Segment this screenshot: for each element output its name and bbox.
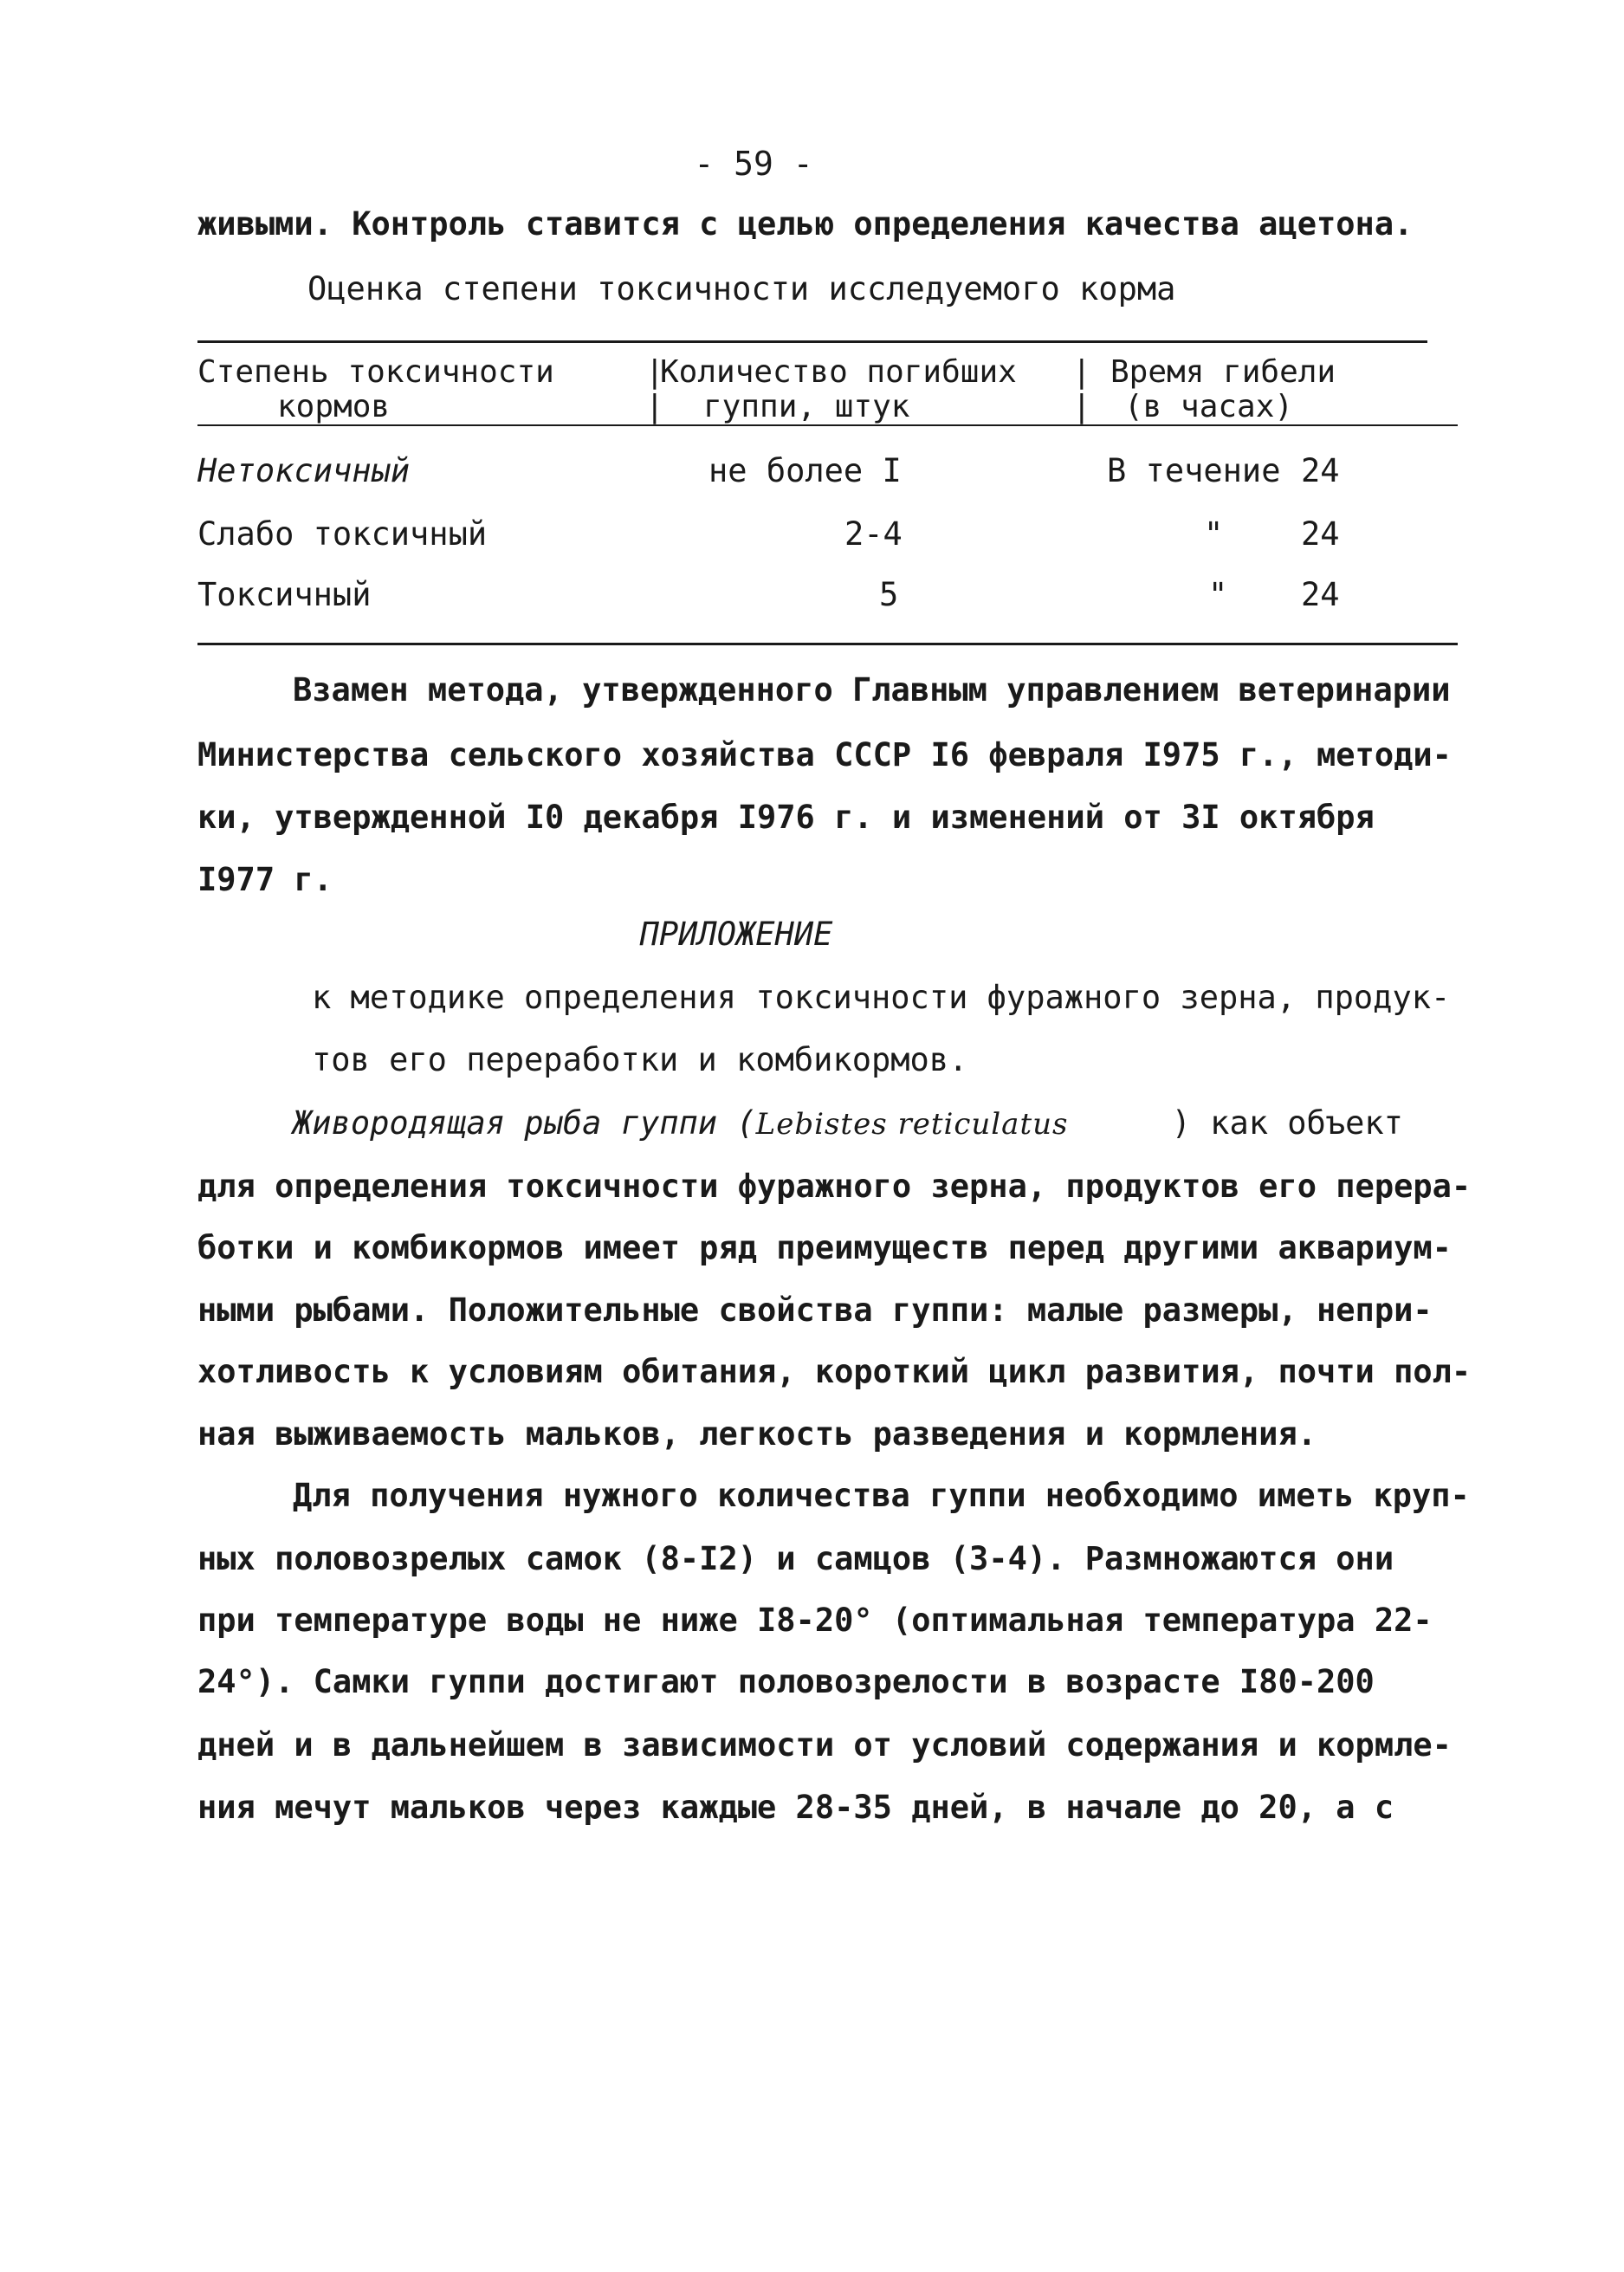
note-line: I977 г. bbox=[197, 861, 333, 898]
header-count-line1: Количество погибших bbox=[660, 354, 1017, 390]
row-degree: Токсичный bbox=[197, 576, 372, 613]
header-separator: | bbox=[1072, 389, 1091, 424]
paragraph-line: для определения токсичности фуражного зерна, продуктов его перера- bbox=[197, 1168, 1472, 1205]
header-separator: | bbox=[1072, 354, 1091, 390]
table-header-rule bbox=[197, 424, 1458, 426]
appendix-title: ПРИЛОЖЕНИЕ bbox=[639, 916, 833, 953]
header-time-line1: Время гибели bbox=[1110, 354, 1336, 390]
paragraph-line: хотливость к условиям обитания, короткий цикл развития, почти пол- bbox=[197, 1353, 1472, 1390]
paragraph-line: ных половозрелых самок (8-I2) и самцов (3-4). Размножаются они bbox=[197, 1540, 1394, 1577]
row-time-value: 24 bbox=[1301, 576, 1340, 613]
paragraph-first-suffix: ) как объект bbox=[1171, 1104, 1403, 1142]
note-line: Министерства сельского хозяйства СССР I6 февраля I975 г., методи- bbox=[197, 736, 1452, 774]
paragraph-line: ная выживаемость мальков, легкость разведения и кормления. bbox=[197, 1415, 1317, 1453]
note-line: Взамен метода, утвержденного Главным управлением ветеринарии bbox=[293, 671, 1451, 709]
header-separator: | bbox=[645, 389, 664, 424]
paragraph-first-prefix: Живородящая рыба гуппи ( bbox=[293, 1104, 756, 1142]
header-time-line2: (в часах) bbox=[1124, 389, 1294, 424]
appendix-subtitle-line: к методике определения токсичности фуражного зерна, продук- bbox=[312, 979, 1451, 1016]
header-separator: | bbox=[645, 354, 664, 390]
appendix-subtitle-line: тов его переработки и комбикормов. bbox=[312, 1041, 968, 1078]
note-line: ки, утвержденной I0 декабря I976 г. и изменений от 3I октября bbox=[197, 799, 1375, 836]
paragraph-line: ния мечут мальков через каждые 28-35 дней, в начале до 20, а с bbox=[197, 1789, 1394, 1826]
row-degree: Слабо токсичный bbox=[197, 515, 488, 553]
table-bottom-rule bbox=[197, 643, 1458, 645]
paragraph-line: ботки и комбикормов имеет ряд преимуществ перед другими аквариум- bbox=[197, 1229, 1452, 1266]
table-top-rule bbox=[197, 340, 1427, 343]
table-caption: Оценка степени токсичности исследуемого корма bbox=[307, 270, 1176, 307]
row-degree: Нетоксичный bbox=[197, 452, 411, 489]
page-number: - 59 - bbox=[694, 145, 813, 183]
paragraph-line: ными рыбами. Положительные свойства гуппи: малые размеры, непри- bbox=[197, 1291, 1433, 1329]
header-degree-line2: кормов bbox=[277, 389, 391, 424]
row-time-prefix: " bbox=[1208, 576, 1228, 613]
row-time-prefix: В течение bbox=[1107, 452, 1281, 489]
paragraph-line: Для получения нужного количества гуппи необходимо иметь круп- bbox=[293, 1477, 1470, 1514]
paragraph-first-line bbox=[293, 1104, 1403, 1142]
row-count: 2-4 bbox=[844, 515, 903, 553]
latin-name-handwritten: Lebistes reticulatus bbox=[755, 1107, 1069, 1142]
header-count-line2: гуппи, штук bbox=[703, 389, 910, 424]
paragraph-line: при температуре воды не ниже I8-20° (оптимальная температура 22- bbox=[197, 1602, 1433, 1639]
header-degree-line1: Степень токсичности bbox=[197, 354, 554, 390]
row-time-prefix: " bbox=[1204, 515, 1224, 553]
paragraph-line: 24°). Самки гуппи достигают половозрелости в возрасте I80-200 bbox=[197, 1663, 1375, 1700]
row-count: 5 bbox=[879, 576, 899, 613]
row-count: не более I bbox=[708, 452, 902, 489]
row-time-value: 24 bbox=[1301, 515, 1340, 553]
paragraph-line: дней и в дальнейшем в зависимости от условий содержания и кормле- bbox=[197, 1726, 1452, 1764]
row-time-value: 24 bbox=[1301, 452, 1340, 489]
intro-line: живыми. Контроль ставится с целью определения качества ацетона. bbox=[197, 205, 1414, 243]
